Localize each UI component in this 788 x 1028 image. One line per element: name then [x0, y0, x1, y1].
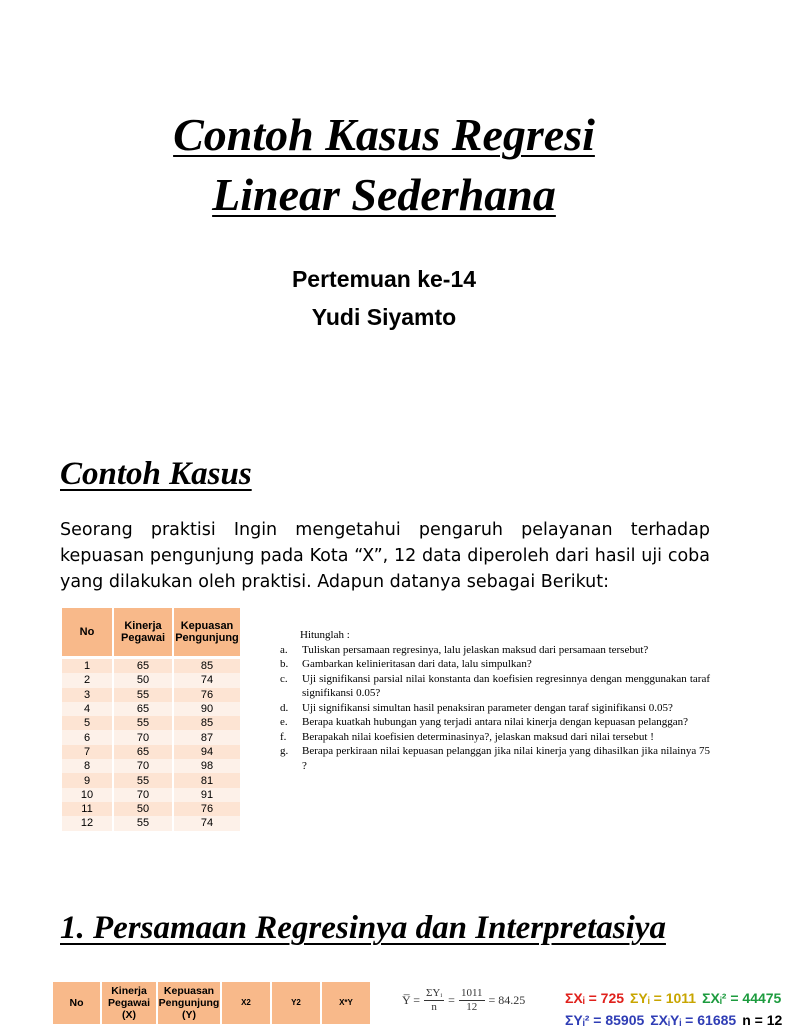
table-row	[62, 773, 241, 787]
question-item	[280, 701, 710, 716]
row-kinerja: 55	[113, 816, 173, 830]
row-kinerja: 50	[113, 673, 173, 687]
row-no: 9	[62, 773, 113, 787]
row-no: 8	[62, 759, 113, 773]
question-text: Gambarkan kelinieritasan dari data, lalu simpulkan?	[302, 658, 532, 670]
row-kinerja: 70	[113, 730, 173, 744]
row-no: 2	[62, 673, 113, 687]
calc-header-y: Kepuasan Pengunjung (Y)	[157, 982, 221, 1024]
table-row	[62, 688, 241, 702]
row-kinerja: 65	[113, 745, 173, 759]
question-letter: f.	[280, 730, 287, 743]
table-row	[62, 788, 241, 802]
sums-line-1	[565, 990, 787, 1006]
question-item	[280, 643, 710, 658]
frac2-num: 1011	[460, 987, 483, 999]
row-no: 11	[62, 802, 113, 816]
row-kepuasan: 91	[173, 788, 241, 802]
mean-formula	[402, 987, 525, 1014]
question-item	[280, 672, 710, 701]
row-kepuasan: 98	[173, 759, 241, 773]
calc-header-y2: Y2	[271, 982, 321, 1024]
row-no: 3	[62, 688, 113, 702]
meeting-label: Pertemuan ke-14	[291, 266, 477, 292]
formula-eq: =	[448, 993, 455, 1007]
table-row	[62, 673, 241, 687]
row-kinerja: 55	[113, 773, 173, 787]
sums-line-2	[565, 1012, 788, 1028]
calc-table	[53, 982, 372, 1024]
calc-header-x: Kinerja Pegawai (X)	[101, 982, 157, 1024]
row-no: 6	[62, 730, 113, 744]
question-letter: g.	[280, 745, 289, 757]
question-item	[280, 657, 710, 672]
row-no: 7	[62, 745, 113, 759]
questions-intro: Hitunglah :	[300, 629, 350, 641]
row-kinerja: 65	[113, 702, 173, 716]
sum-value: n = 12	[742, 1012, 783, 1028]
row-no: 12	[62, 816, 113, 830]
case-heading: Contoh Kasus	[60, 456, 252, 492]
row-kinerja: 65	[113, 659, 173, 673]
row-kepuasan: 74	[173, 816, 241, 830]
title-line-2: Linear Sederhana	[212, 169, 556, 220]
frac1-den: n	[431, 1001, 437, 1013]
sum-value: ΣXᵢ = 725	[565, 990, 625, 1006]
title-line-1: Contoh Kasus Regresi	[173, 109, 595, 160]
row-no: 1	[62, 659, 113, 673]
sum-value: ΣYᵢ = 1011	[630, 990, 697, 1006]
question-letter: a.	[280, 643, 288, 656]
formula-result: = 84.25	[488, 993, 526, 1007]
question-text: Tuliskan persamaan regresinya, lalu jelaskan maksud dari persamaan tersebut?	[302, 643, 649, 656]
formula-lhs: Y̅ =	[402, 993, 420, 1007]
row-kepuasan: 81	[173, 773, 241, 787]
sum-value: ΣXᵢYᵢ = 61685	[650, 1012, 737, 1028]
row-kinerja: 55	[113, 688, 173, 702]
row-kinerja: 70	[113, 759, 173, 773]
frac1-num: ΣYᵢ	[426, 987, 443, 999]
data-table	[62, 608, 242, 831]
row-kepuasan: 74	[173, 673, 241, 687]
question-text: Berapa perkiraan nilai kepuasan pelanggan jika nilai kinerja yang dihasilkan jika nilainya 75 ?	[302, 745, 710, 772]
questions-list	[280, 628, 710, 773]
author-name: Yudi Siyamto	[311, 304, 457, 330]
table-row	[62, 745, 241, 759]
calc-header-no: No	[53, 982, 101, 1024]
case-description: Seorang praktisi Ingin mengetahui pengaruh pelayanan terhadap kepuasan pengunjung pada Kota “X”, 12 data diperoleh dari hasil uji coba yang dilakukan oleh praktisi. Adapun datanya sebagai Berikut:	[60, 520, 710, 592]
regression-heading: 1. Persamaan Regresinya dan Interpretasiya	[60, 910, 666, 946]
table-row	[62, 730, 241, 744]
sum-value: ΣYᵢ² = 85905	[565, 1012, 645, 1028]
row-kepuasan: 87	[173, 730, 241, 744]
calc-header-x2: X2	[221, 982, 271, 1024]
row-kepuasan: 94	[173, 745, 241, 759]
table-row	[62, 659, 241, 673]
calc-header-xy: X*Y	[321, 982, 371, 1024]
table-row	[62, 702, 241, 716]
row-kinerja: 70	[113, 788, 173, 802]
row-kepuasan: 90	[173, 702, 241, 716]
row-kepuasan: 76	[173, 802, 241, 816]
table-row	[62, 759, 241, 773]
formula-fraction-2	[459, 987, 485, 1014]
question-text: Berapakah nilai koefisien determinasinya?, jelaskan maksud dari nilai tersebut !	[302, 730, 654, 743]
header-kinerja: Kinerja Pegawai	[113, 608, 173, 656]
row-kepuasan: 76	[173, 688, 241, 702]
question-letter: d.	[280, 701, 289, 714]
question-item	[280, 744, 710, 773]
formula-fraction-1	[424, 987, 444, 1014]
question-letter: c.	[280, 672, 288, 685]
table-row	[62, 802, 241, 816]
row-kinerja: 55	[113, 716, 173, 730]
row-no: 5	[62, 716, 113, 730]
row-kinerja: 50	[113, 802, 173, 816]
question-text: Uji signifikansi simultan hasil penaksiran parameter dengan taraf siginifikansi 0.05?	[302, 701, 673, 714]
slide-subtitle	[0, 260, 768, 336]
row-kepuasan: 85	[173, 716, 241, 730]
table-row	[62, 816, 241, 830]
row-no: 10	[62, 788, 113, 802]
frac2-den: 12	[466, 1001, 478, 1013]
question-item	[280, 730, 710, 745]
row-no: 4	[62, 702, 113, 716]
header-no: No	[62, 608, 113, 656]
question-letter: e.	[280, 716, 288, 728]
header-kepuasan: Kepuasan Pengunjung	[173, 608, 241, 656]
row-kepuasan: 85	[173, 659, 241, 673]
question-item	[280, 715, 710, 730]
question-letter: b.	[280, 658, 289, 670]
question-text: Uji signifikansi parsial nilai konstanta dan koefisien regresinnya dengan menggunakan taraf signifikansi 0.05?	[302, 672, 710, 699]
slide-title	[0, 105, 768, 225]
sum-value: ΣXᵢ² = 44475	[702, 990, 782, 1006]
question-text: Berapa kuatkah hubungan yang terjadi antara nilai kinerja dengan kepuasan pelanggan?	[302, 716, 689, 728]
table-row	[62, 716, 241, 730]
